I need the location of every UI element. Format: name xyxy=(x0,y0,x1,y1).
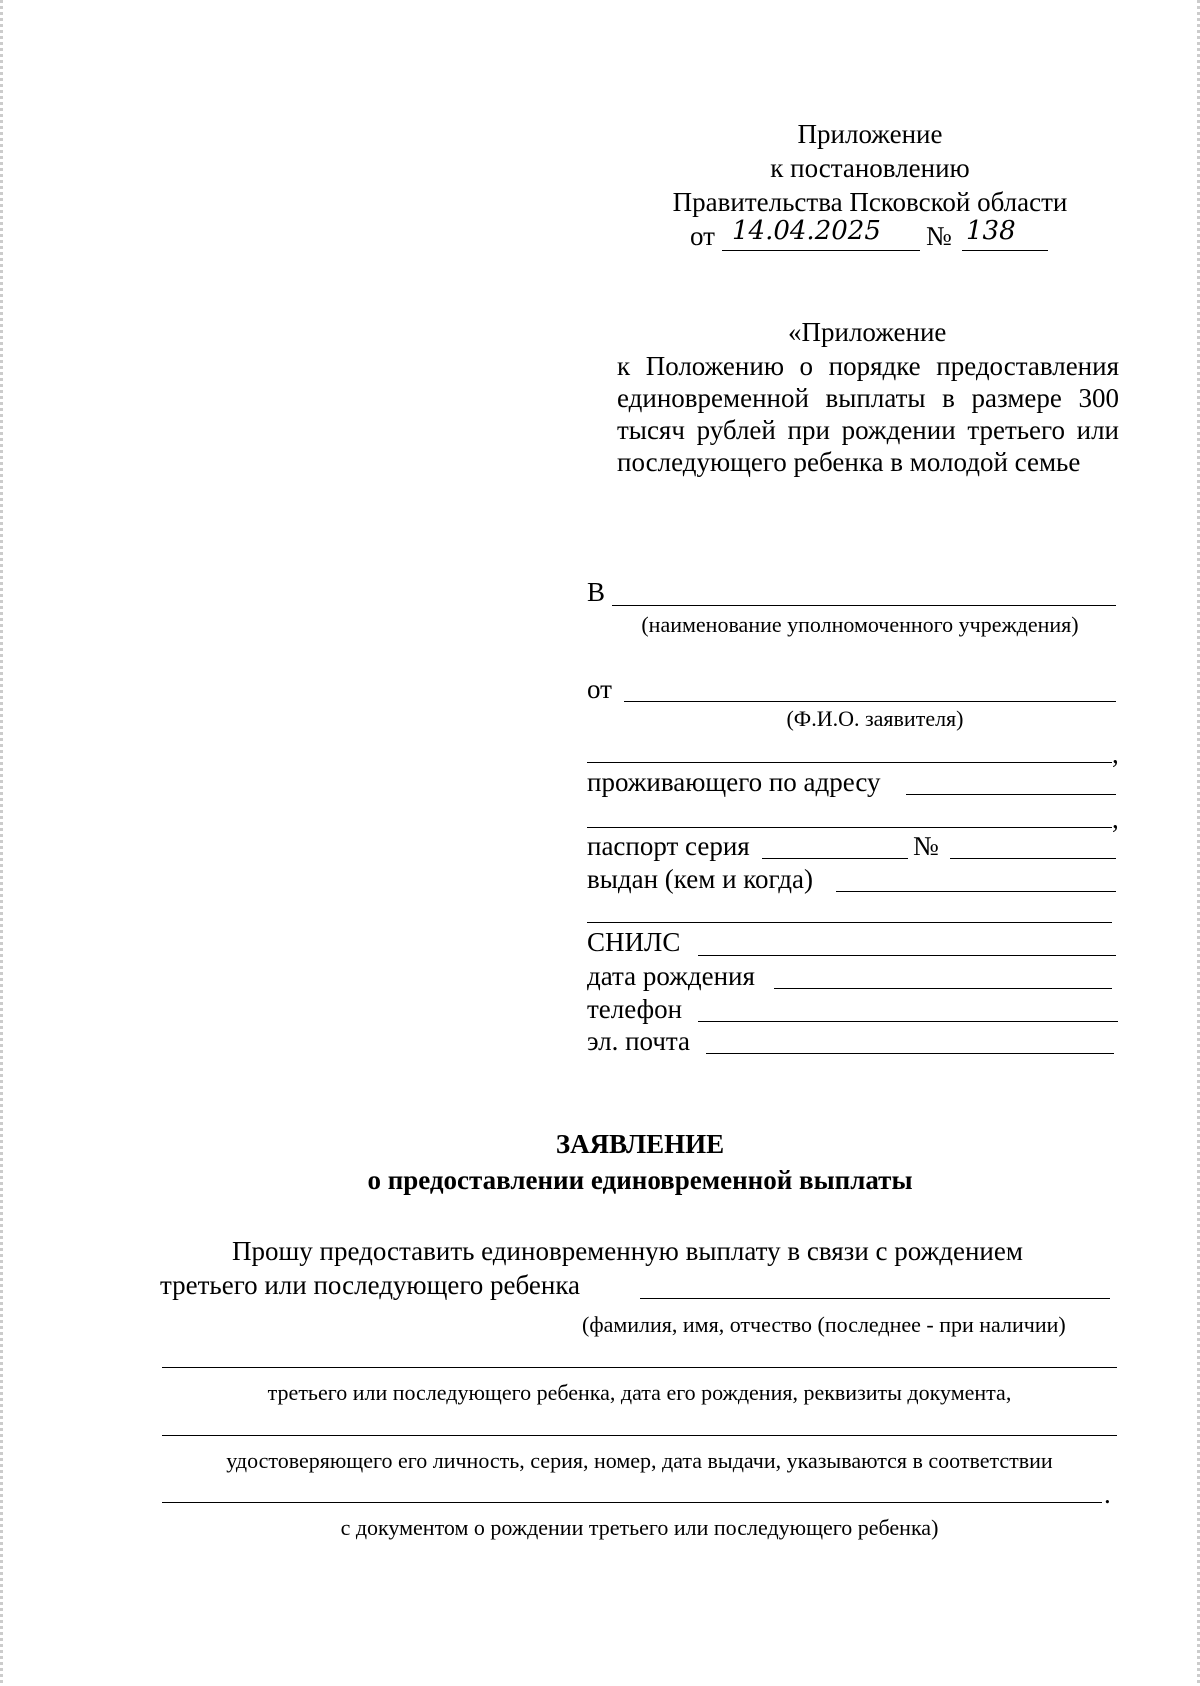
date-prefix: от xyxy=(690,221,715,251)
issued-label: выдан (кем и когда) xyxy=(587,864,813,894)
child-line-4[interactable] xyxy=(162,1502,1102,1503)
header-line-3: Правительства Псковской области xyxy=(672,187,1068,217)
from-line-2[interactable] xyxy=(587,762,1112,763)
address-underline[interactable] xyxy=(906,794,1116,795)
phone-label: телефон xyxy=(587,994,683,1024)
snils-label: СНИЛС xyxy=(587,927,681,957)
annex-title: «Приложение xyxy=(788,317,947,347)
passport-number-label: № xyxy=(913,831,939,861)
comma-1: , xyxy=(1112,739,1119,769)
passport-number-underline[interactable] xyxy=(950,858,1116,859)
statement-subtitle: о предоставлении единовременной выплаты xyxy=(367,1165,913,1195)
period: . xyxy=(1104,1479,1111,1509)
birth-label: дата рождения xyxy=(587,961,755,991)
to-underline[interactable] xyxy=(612,605,1116,606)
birth-underline[interactable] xyxy=(774,988,1112,989)
comma-2: , xyxy=(1112,804,1119,834)
paragraph-line-1: Прошу предоставить единовременную выплату в связи с рождением xyxy=(232,1236,1023,1266)
header-line-2: к постановлению xyxy=(770,153,970,183)
number-label: № xyxy=(926,221,952,251)
address-line-2[interactable] xyxy=(587,827,1112,828)
phone-underline[interactable] xyxy=(698,1021,1118,1022)
passport-series-underline[interactable] xyxy=(762,858,908,859)
annex-body: к Положению о порядке предоставления единовременной выплаты в размере 300 тысяч рублей при рождении третьего или последующего ребенка в молодой семье xyxy=(617,351,1119,477)
header-line-1: Приложение xyxy=(797,119,943,149)
caption-2: третьего или последующего ребенка, дата его рождения, реквизиты документа, xyxy=(267,1380,1012,1405)
email-underline[interactable] xyxy=(706,1053,1114,1054)
child-name-underline[interactable] xyxy=(640,1298,1110,1299)
address-label: проживающего по адресу xyxy=(587,767,881,797)
paragraph-line-2: третьего или последующего ребенка xyxy=(160,1270,581,1300)
caption-4: с документом о рождении третьего или последующего ребенка) xyxy=(340,1515,939,1540)
to-prefix: В xyxy=(587,577,606,607)
date-handwritten: 14.04.2025 xyxy=(732,216,881,246)
snils-underline[interactable] xyxy=(698,955,1116,956)
from-caption: (Ф.И.О. заявителя) xyxy=(786,706,964,731)
from-underline[interactable] xyxy=(624,701,1116,702)
child-line-2[interactable] xyxy=(162,1367,1117,1368)
issued-line-2[interactable] xyxy=(587,922,1112,923)
passport-label: паспорт серия xyxy=(587,831,750,861)
child-line-3[interactable] xyxy=(162,1435,1117,1436)
number-underline xyxy=(962,250,1048,251)
email-label: эл. почта xyxy=(587,1026,691,1056)
number-handwritten: 138 xyxy=(966,216,1016,246)
statement-title: ЗАЯВЛЕНИЕ xyxy=(555,1129,725,1159)
date-underline xyxy=(722,250,920,251)
issued-underline[interactable] xyxy=(836,891,1116,892)
from-prefix: от xyxy=(587,674,612,704)
to-caption: (наименование уполномоченного учреждения) xyxy=(641,612,1079,637)
caption-1: (фамилия, имя, отчество (последнее - при наличии) xyxy=(582,1312,1066,1337)
scan-edge-left xyxy=(0,0,3,1686)
caption-3: удостоверяющего его личность, серия, номер, дата выдачи, указываются в соответствии xyxy=(226,1448,1053,1473)
